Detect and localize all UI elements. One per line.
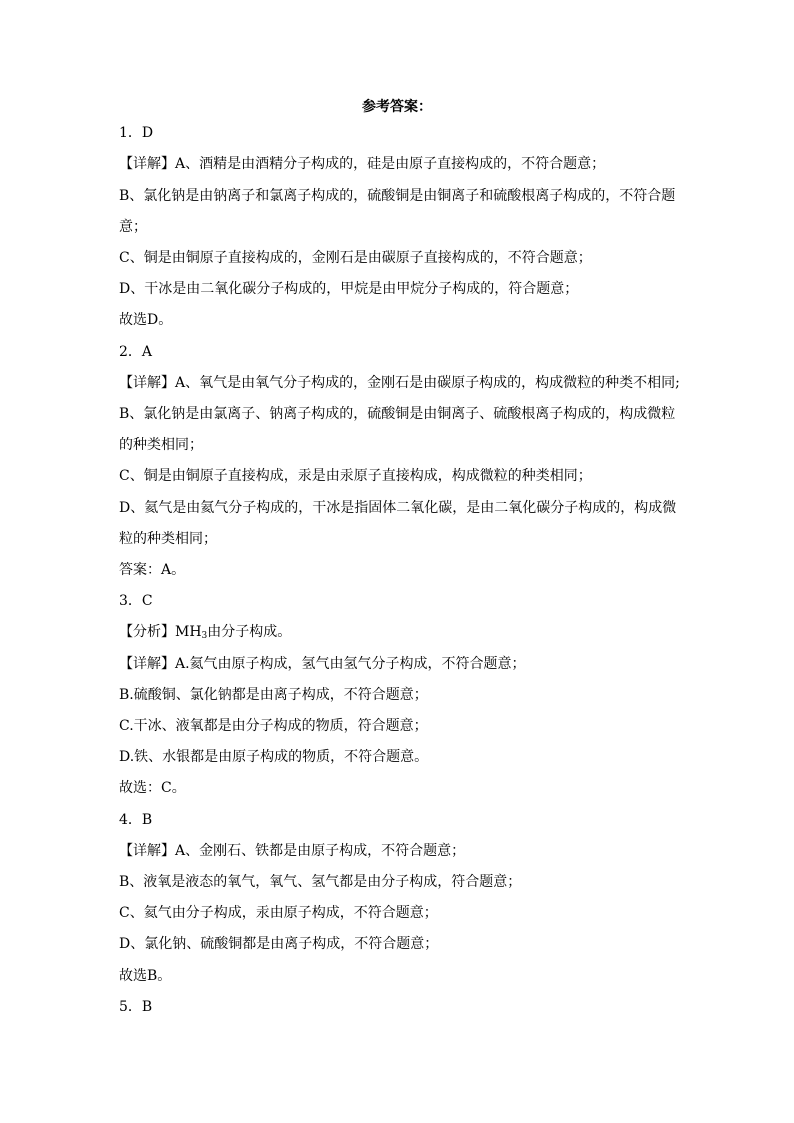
explanation-line: 【详解】A、氧气是由氧气分子构成的，金刚石是由碳原子构成的，构成微粒的种类不相同; [119, 375, 680, 391]
explanation-line: C、铜是由铜原子直接构成的，金刚石是由碳原子直接构成的，不符合题意； [119, 250, 592, 266]
answer-number-5: 5．B [119, 999, 153, 1015]
answer-number-2: 2．A [119, 344, 153, 360]
explanation-line: B.硫酸铜、氯化钠都是由离子构成，不符合题意； [119, 687, 428, 703]
conclusion-line: 答案：A。 [119, 562, 186, 578]
explanation-line: B、氯化钠是由氯离子、钠离子构成的，硫酸铜是由铜离子、硫酸根离子构成的，构成微粒 [119, 406, 676, 422]
answer-number-3: 3．C [119, 593, 153, 609]
page-title: 参考答案： [362, 99, 432, 115]
analysis-suffix: 由分子构成。 [207, 624, 292, 640]
conclusion-line: 故选D。 [119, 312, 173, 328]
analysis-line [119, 623, 699, 641]
answer-number-1: 1．D [119, 125, 154, 141]
explanation-line: 意； [119, 219, 147, 235]
explanation-line: B、液氧是液态的氧气，氧气、氢气都是由分子构成，符合题意； [119, 874, 522, 890]
explanation-line: 【详解】A、金刚石、铁都是由原子构成，不符合题意； [119, 843, 466, 859]
explanation-line: B、氯化钠是由钠离子和氯离子构成的，硫酸铜是由铜离子和硫酸根离子构成的，不符合题 [119, 188, 676, 204]
explanation-line: D、氦气是由氦气分子构成的，干冰是指固体二氧化碳，是由二氧化碳分子构成的，构成微 [119, 500, 677, 516]
conclusion-line: 故选：C。 [119, 780, 186, 796]
explanation-line: 的种类相同； [119, 437, 203, 453]
analysis-prefix: 【分析】MH [119, 624, 202, 640]
explanation-line: 粒的种类相同； [119, 531, 217, 547]
explanation-line: C、氦气由分子构成，汞由原子构成，不符合题意； [119, 905, 438, 921]
explanation-line: D、干冰是由二氧化碳分子构成的，甲烷是由甲烷分子构成的，符合题意； [119, 281, 579, 297]
explanation-line: 【详解】A、酒精是由酒精分子构成的，硅是由原子直接构成的，不符合题意； [119, 156, 606, 172]
explanation-line: D.铁、水银都是由原子构成的物质，不符合题意。 [119, 749, 429, 765]
explanation-line: C.干冰、液氧都是由分子构成的物质，符合题意； [119, 718, 428, 734]
explanation-line: D、氯化钠、硫酸铜都是由离子构成，不符合题意； [119, 936, 439, 952]
answer-number-4: 4．B [119, 812, 153, 828]
analysis-subscript: 3 [201, 631, 208, 641]
explanation-line: 【详解】A.氦气由原子构成，氢气由氢气分子构成，不符合题意； [119, 656, 526, 672]
conclusion-line: 故选B。 [119, 968, 172, 984]
explanation-line: C、铜是由铜原子直接构成，汞是由汞原子直接构成，构成微粒的种类相同； [119, 468, 592, 484]
